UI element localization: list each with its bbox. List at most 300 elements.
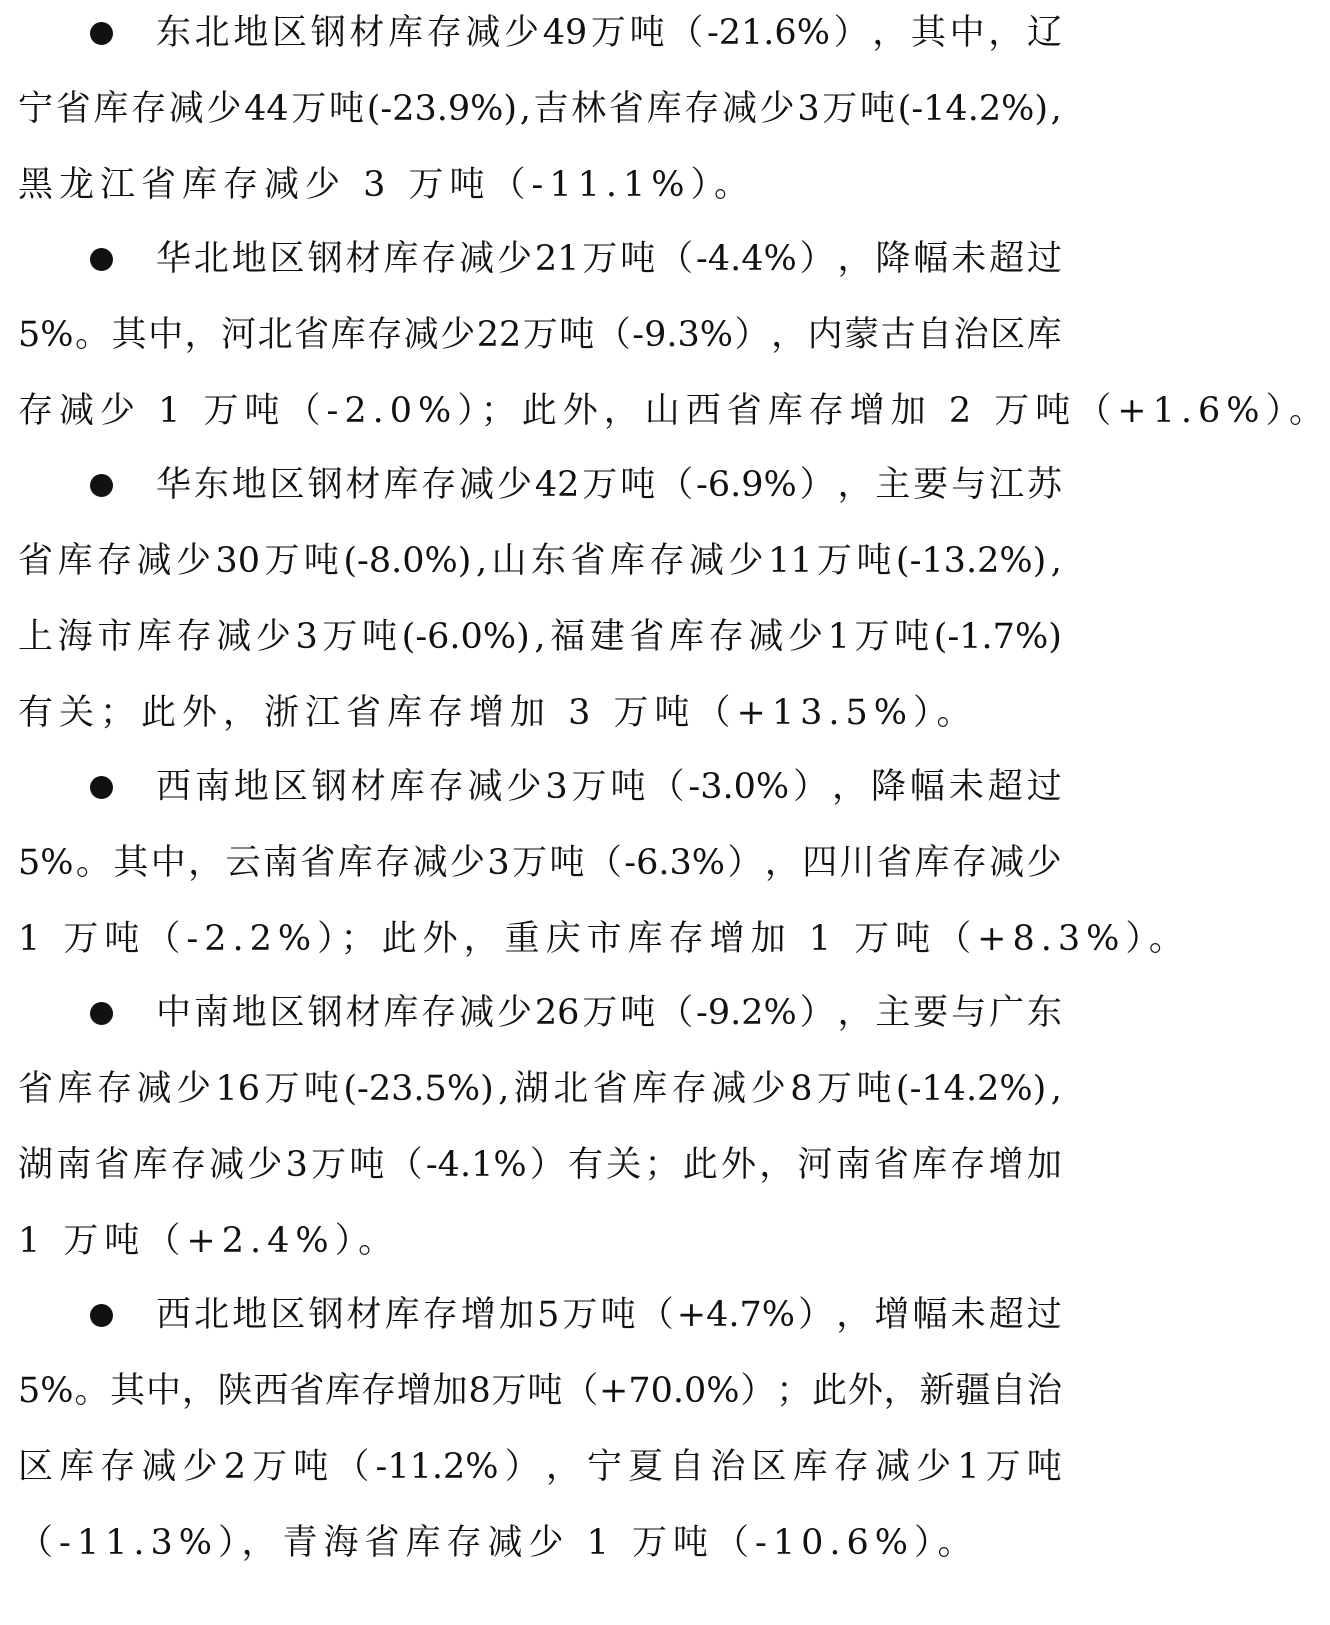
line-text-segment: 存 xyxy=(426,13,462,53)
line-text: 有关；此外，浙江省库存增加 3 万吨（+13.5%）。 xyxy=(18,693,978,733)
line-text-segment: 钢 xyxy=(311,767,347,807)
line-text-segment: 吨 xyxy=(527,1371,563,1411)
line-text-segment: , xyxy=(519,89,531,129)
line-text-segment: 河 xyxy=(221,315,257,355)
line-text-segment: 西 xyxy=(156,767,192,807)
line-text-segment: 库 xyxy=(914,843,950,883)
line-text-segment: （ xyxy=(658,239,694,279)
line-text-segment: 少 xyxy=(497,993,533,1033)
line-text-segment: 库 xyxy=(632,1069,668,1109)
line-text-segment: 1 xyxy=(957,1447,980,1487)
line-text-segment: 库 xyxy=(669,617,705,657)
line-text-segment: ） xyxy=(529,1145,565,1185)
line-text-segment: 江 xyxy=(989,465,1025,505)
line-text-segment: 减 xyxy=(168,89,204,129)
line-text-segment: ） xyxy=(740,1371,776,1411)
line-text-segment: （ xyxy=(586,843,622,883)
paragraph-line xyxy=(18,388,1330,434)
line-text-segment: 区 xyxy=(272,13,308,53)
line-text-segment: 吨 xyxy=(329,89,365,129)
line-text-segment: 中 xyxy=(148,315,184,355)
line-text-segment: 42 xyxy=(534,465,580,505)
paragraph-line xyxy=(18,1218,1062,1264)
line-text-segment: 万 xyxy=(562,1295,598,1335)
line-text-segment: 增 xyxy=(874,1295,910,1335)
line-text-segment: 自 xyxy=(669,1447,705,1487)
line-text-segment: 东 xyxy=(1026,993,1062,1033)
paragraph-line xyxy=(18,1368,1062,1414)
paragraph-line xyxy=(18,916,1190,962)
line-text-segment: 3 xyxy=(295,617,318,657)
line-text-segment: ， xyxy=(988,13,1024,53)
line-text-segment: 过 xyxy=(1026,767,1062,807)
line-text-segment: 南 xyxy=(193,993,229,1033)
line-text-segment: 东 xyxy=(531,541,567,581)
line-text-segment: 库 xyxy=(57,541,93,581)
paragraph-line xyxy=(156,990,1062,1036)
line-text-segment: 26 xyxy=(534,993,580,1033)
bullet-icon xyxy=(90,22,113,45)
line-text-segment: -9.2% xyxy=(696,993,797,1033)
line-text-segment: 少 xyxy=(497,465,533,505)
line-text-segment: 存 xyxy=(375,843,411,883)
line-text-segment: 少 xyxy=(182,1447,218,1487)
line-text-segment: 库 xyxy=(57,1069,93,1109)
line-text-segment: 宁 xyxy=(586,1447,622,1487)
line-text-segment: 中 xyxy=(156,993,192,1033)
line-text-segment: 自 xyxy=(917,315,953,355)
line-text-segment: 区 xyxy=(269,993,305,1033)
line-text-segment: 库 xyxy=(646,89,682,129)
line-text-segment: -9.3% xyxy=(632,315,734,355)
line-text-segment: 幅 xyxy=(909,767,945,807)
line-text-segment: 过 xyxy=(1026,1295,1062,1335)
line-text-segment: 增 xyxy=(396,1371,432,1411)
line-text-segment: +4.7% xyxy=(676,1295,796,1335)
line-text-segment: 少 xyxy=(506,767,542,807)
line-text-segment: 少 xyxy=(449,843,485,883)
line-text-segment: 减 xyxy=(403,315,439,355)
line-text-segment: 万 xyxy=(522,315,558,355)
line-text-segment: 西 xyxy=(156,1295,192,1335)
line-text-segment: 华 xyxy=(156,465,192,505)
line-text-segment: 。 xyxy=(75,843,111,883)
line-text-segment: 蒙 xyxy=(844,315,880,355)
line-text-segment: 中 xyxy=(150,843,186,883)
line-text-segment: 北 xyxy=(194,13,230,53)
line-text-segment: 夏 xyxy=(628,1447,664,1487)
line-text-segment: , xyxy=(498,1069,510,1109)
line-text-segment: 少 xyxy=(916,1447,952,1487)
line-text-segment: ） xyxy=(833,13,869,53)
line-text-segment: 3 xyxy=(545,767,568,807)
bullet-icon xyxy=(90,776,113,799)
line-text-segment: 少 xyxy=(759,89,795,129)
line-text-segment: （ xyxy=(563,1371,599,1411)
paragraph-line xyxy=(18,1142,1062,1188)
line-text-segment: 1 xyxy=(827,617,850,657)
line-text-segment: 万 xyxy=(491,1371,527,1411)
line-text-segment: 钢 xyxy=(308,1295,344,1335)
line-text-segment: 少 xyxy=(787,617,823,657)
line-text-segment: 万 xyxy=(512,843,548,883)
line-text-segment: 少 xyxy=(175,1069,211,1109)
line-text-segment: 22 xyxy=(476,315,522,355)
line-text-segment: 30 xyxy=(215,541,260,581)
line-text-segment: 有 xyxy=(568,1145,604,1185)
line-text-segment: 材 xyxy=(350,767,386,807)
paragraph-line xyxy=(18,1520,1062,1566)
line-text-segment: 减 xyxy=(412,843,448,883)
line-text-segment: 东 xyxy=(193,465,229,505)
line-text-segment: 存 xyxy=(100,1447,136,1487)
line-text-segment: 库 xyxy=(610,541,646,581)
line-text-segment: 库 xyxy=(59,1447,95,1487)
line-text-segment: 8 xyxy=(790,1069,813,1109)
line-text-segment: ） xyxy=(799,993,835,1033)
line-text-segment: 存 xyxy=(684,89,720,129)
line-text-segment: (-23.9%) xyxy=(366,89,518,129)
line-text-segment: 主 xyxy=(875,993,911,1033)
line-text-segment: 存 xyxy=(96,1069,132,1109)
line-text-segment: 万 xyxy=(985,1447,1021,1487)
line-text-segment: 自 xyxy=(991,1371,1027,1411)
line-text-segment: 44 xyxy=(244,89,289,129)
line-text-segment: 吨 xyxy=(894,617,930,657)
line-text-segment: 省 xyxy=(294,315,330,355)
line-text-segment: 万 xyxy=(816,1069,852,1109)
line-text-segment: 减 xyxy=(467,767,503,807)
line-text-segment: +70.0% xyxy=(599,1371,740,1411)
line-text-segment: 减 xyxy=(459,465,495,505)
line-text-segment: 与 xyxy=(951,465,987,505)
line-text-segment: ） xyxy=(798,1295,834,1335)
line-text-segment: 区 xyxy=(272,767,308,807)
line-text-segment: (-6.0%) xyxy=(401,617,530,657)
line-text-segment: 存 xyxy=(96,541,132,581)
line-text-segment: 存 xyxy=(421,465,457,505)
line-text-segment: 减 xyxy=(711,1069,747,1109)
line-text-segment: 万 xyxy=(582,239,618,279)
bullet-icon xyxy=(90,1002,113,1025)
line-text-segment: (-13.2%) xyxy=(895,541,1047,581)
paragraph-line xyxy=(18,1066,1062,1112)
line-text-segment: 库 xyxy=(132,1145,168,1185)
line-text-segment: 存 xyxy=(360,1371,396,1411)
line-text-segment: (-1.7%) xyxy=(933,617,1062,657)
line-text-segment: 库 xyxy=(93,89,129,129)
paragraph-line xyxy=(156,236,1062,282)
line-text-segment: 少 xyxy=(750,1069,786,1109)
line-text-segment: 过 xyxy=(1026,239,1062,279)
line-text-segment: ） xyxy=(799,465,835,505)
line-text-segment: 区 xyxy=(990,315,1026,355)
line-text-segment: 吨 xyxy=(629,13,665,53)
line-text-segment: 存 xyxy=(422,1295,458,1335)
line-text-segment: 其 xyxy=(111,315,147,355)
paragraph-line xyxy=(18,690,1062,736)
line-text: 1 万吨（+2.4%）。 xyxy=(18,1221,400,1261)
line-text-segment: 吨 xyxy=(620,993,656,1033)
line-text-segment: 存 xyxy=(833,1447,869,1487)
line-text-segment: 南 xyxy=(262,843,298,883)
line-text-segment: 治 xyxy=(710,1447,746,1487)
paragraph-line xyxy=(156,1292,1062,1338)
line-text-segment: 省 xyxy=(592,1069,628,1109)
line-text-segment: ， xyxy=(759,1145,795,1185)
line-text-segment: 库 xyxy=(330,315,366,355)
line-text-segment: 库 xyxy=(383,465,419,505)
line-text-segment: 5% xyxy=(18,1371,74,1411)
line-text-segment: ， xyxy=(832,767,868,807)
line-text-segment: 林 xyxy=(571,89,607,129)
line-text-segment: 材 xyxy=(345,239,381,279)
line-text-segment: 其 xyxy=(910,13,946,53)
line-text-segment: 省 xyxy=(629,617,665,657)
line-text-segment: 加 xyxy=(432,1371,468,1411)
line-text-segment: 吨 xyxy=(600,1295,636,1335)
paragraph-line xyxy=(18,614,1062,660)
paragraph-line xyxy=(18,1444,1062,1490)
line-text-segment: 其 xyxy=(113,843,149,883)
line-text-segment: 苏 xyxy=(1026,465,1062,505)
line-text-segment: 材 xyxy=(345,993,381,1033)
line-text-segment: 超 xyxy=(987,767,1023,807)
line-text-segment: 材 xyxy=(346,1295,382,1335)
line-text-segment: 万 xyxy=(816,541,852,581)
line-text-segment: 存 xyxy=(950,1145,986,1185)
line-text-segment: 存 xyxy=(951,843,987,883)
line-text-segment: 省 xyxy=(18,1069,54,1109)
line-text-segment: 区 xyxy=(751,1447,787,1487)
line-text-segment: 辽 xyxy=(1026,13,1062,53)
line-text-segment: , xyxy=(1050,89,1062,129)
line-text-segment: 库 xyxy=(383,993,419,1033)
line-text-segment: 未 xyxy=(951,239,987,279)
line-text-segment: ， xyxy=(837,993,873,1033)
line-text-segment: 减 xyxy=(748,617,784,657)
line-text-segment: 山 xyxy=(491,541,527,581)
line-text-segment: 区 xyxy=(270,1295,306,1335)
line-text-segment: 库 xyxy=(389,767,425,807)
line-text-segment: ） xyxy=(799,239,835,279)
line-text-segment: 万 xyxy=(291,89,327,129)
line-text-segment: 增 xyxy=(460,1295,496,1335)
line-text: 1 万吨（-2.2%）；此外，重庆市库存增加 1 万吨（+8.3%）。 xyxy=(18,919,1190,959)
line-text-segment: （ xyxy=(658,465,694,505)
line-text-segment: 万 xyxy=(571,767,607,807)
line-text-segment: 南 xyxy=(835,1145,871,1185)
line-text-segment: 钢 xyxy=(307,993,343,1033)
line-text-segment: ， xyxy=(837,465,873,505)
line-text-segment: -6.3% xyxy=(624,843,726,883)
line-text-segment: 中 xyxy=(146,1371,182,1411)
line-text-segment: 要 xyxy=(913,993,949,1033)
line-text-segment: 东 xyxy=(156,13,192,53)
line-text-segment: ） xyxy=(734,315,770,355)
line-text-segment: ） xyxy=(727,843,763,883)
line-text-segment: 8 xyxy=(468,1371,491,1411)
line-text-segment: 区 xyxy=(269,239,305,279)
line-text-segment: （ xyxy=(334,1447,370,1487)
line-text-segment: 河 xyxy=(797,1145,833,1185)
line-text-segment: 2 xyxy=(223,1447,246,1487)
line-text-segment: ， xyxy=(545,1447,581,1487)
bullet-icon xyxy=(90,1304,113,1327)
line-text-segment: 吨 xyxy=(293,1447,329,1487)
line-text-segment: 南 xyxy=(194,767,230,807)
line-text-segment: 万 xyxy=(582,993,618,1033)
paragraph-line xyxy=(18,162,1062,208)
line-text-segment: 主 xyxy=(875,465,911,505)
line-text-segment: 库 xyxy=(384,1295,420,1335)
line-text-segment: 与 xyxy=(951,993,987,1033)
line-text-segment: 省 xyxy=(94,1145,130,1185)
line-text-segment: 。 xyxy=(75,315,111,355)
line-text-segment: 钢 xyxy=(307,239,343,279)
line-text-segment: , xyxy=(475,541,488,581)
line-text-segment: 库 xyxy=(325,1371,361,1411)
line-text-segment: -21.6% xyxy=(706,13,830,53)
line-text-segment: 存 xyxy=(649,541,685,581)
line-text-segment: 建 xyxy=(589,617,625,657)
line-text-segment: ； xyxy=(644,1145,680,1185)
line-text-segment: 库 xyxy=(912,1145,948,1185)
line-text-segment: 地 xyxy=(233,767,269,807)
line-text-segment: （ xyxy=(387,1145,423,1185)
paragraph-line xyxy=(18,840,1062,886)
line-text-segment: 减 xyxy=(989,843,1025,883)
line-text-segment: 存 xyxy=(131,89,167,129)
line-text-segment: 减 xyxy=(459,993,495,1033)
line-text-segment: 地 xyxy=(233,13,269,53)
line-text-segment: 存 xyxy=(708,617,744,657)
line-text-segment: 减 xyxy=(141,1447,177,1487)
line-text-segment: 少 xyxy=(497,239,533,279)
line-text-segment: 减 xyxy=(216,617,252,657)
paragraph-line xyxy=(156,462,1062,508)
line-text-segment: 库 xyxy=(1026,315,1062,355)
line-text-segment: 此 xyxy=(812,1371,848,1411)
line-text-segment: ， xyxy=(188,843,224,883)
line-text-segment: 吨 xyxy=(620,239,656,279)
line-text-segment: 存 xyxy=(428,767,464,807)
line-text-segment: 钢 xyxy=(307,465,343,505)
line-text-segment: 存 xyxy=(170,1145,206,1185)
line-text-segment: 关 xyxy=(606,1145,642,1185)
line-text: 存减少 1 万吨（-2.0%）；此外，山西省库存增加 2 万吨（+1.6%）。 xyxy=(18,391,1330,431)
line-text-segment: 加 xyxy=(498,1295,534,1335)
line-text-segment: 少 xyxy=(175,541,211,581)
line-text-segment: 海 xyxy=(57,617,93,657)
line-text-segment: 3 xyxy=(487,843,510,883)
line-text-segment: 3 xyxy=(797,89,820,129)
line-text-segment: 治 xyxy=(953,315,989,355)
line-text-segment: 超 xyxy=(989,239,1025,279)
line-text-segment: 地 xyxy=(232,1295,268,1335)
line-text-segment: -4.4% xyxy=(696,239,797,279)
line-text-segment: 北 xyxy=(194,1295,230,1335)
line-text-segment: 少 xyxy=(504,13,540,53)
line-text-segment: 福 xyxy=(550,617,586,657)
bullet-icon xyxy=(90,474,113,497)
line-text-segment: ， xyxy=(836,1295,872,1335)
line-text-segment: 万 xyxy=(582,465,618,505)
line-text-segment: 超 xyxy=(988,1295,1024,1335)
line-text-segment: 49 xyxy=(542,13,588,53)
line-text-segment: 增 xyxy=(988,1145,1024,1185)
line-text-segment: 区 xyxy=(18,1447,54,1487)
line-text-segment: 吨 xyxy=(349,1145,385,1185)
paragraph-line xyxy=(156,10,1062,56)
line-text-segment: 吨 xyxy=(549,843,585,883)
line-text-segment: ； xyxy=(776,1371,812,1411)
line-text-segment: ， xyxy=(764,843,800,883)
line-text-segment: 减 xyxy=(688,541,724,581)
line-text: （-11.3%），青海省库存减少 1 万吨（-10.6%）。 xyxy=(18,1523,979,1563)
line-text-segment: 北 xyxy=(193,239,229,279)
line-text-segment: 疆 xyxy=(955,1371,991,1411)
line-text-segment: 减 xyxy=(465,13,501,53)
line-text-segment: 5 xyxy=(537,1295,560,1335)
line-text-segment: ） xyxy=(504,1447,540,1487)
line-text-segment: 吨 xyxy=(856,1069,892,1109)
line-text-segment: 存 xyxy=(367,315,403,355)
line-text-segment: ， xyxy=(771,315,807,355)
line-text-segment: 减 xyxy=(136,1069,172,1109)
line-text-segment: 少 xyxy=(206,89,242,129)
line-text-segment: 21 xyxy=(534,239,580,279)
line-text-segment: 16 xyxy=(215,1069,260,1109)
line-text-segment: 吨 xyxy=(362,617,398,657)
line-text-segment: 南 xyxy=(56,1145,92,1185)
line-text-segment: 库 xyxy=(136,617,172,657)
line-text-segment: 吨 xyxy=(303,541,339,581)
line-text-segment: 川 xyxy=(839,843,875,883)
line-text-segment: （ xyxy=(668,13,704,53)
line-text-segment: 中 xyxy=(949,13,985,53)
line-text-segment: 外 xyxy=(847,1371,883,1411)
line-text-segment: ， xyxy=(872,13,908,53)
line-text-segment: 少 xyxy=(728,541,764,581)
line-text-segment: 材 xyxy=(349,13,385,53)
line-text-segment: 吨 xyxy=(856,541,892,581)
line-text-segment: 少 xyxy=(255,617,291,657)
line-text-segment: 上 xyxy=(18,617,54,657)
line-text-segment: 万 xyxy=(590,13,626,53)
line-text-segment: 材 xyxy=(345,465,381,505)
line-text-segment: -4.1% xyxy=(425,1145,527,1185)
line-text-segment: (-8.0%) xyxy=(343,541,472,581)
line-text-segment: 加 xyxy=(1026,1145,1062,1185)
line-text-segment: 减 xyxy=(459,239,495,279)
line-text-segment: 库 xyxy=(383,239,419,279)
line-text-segment: 减 xyxy=(721,89,757,129)
line-text-segment: ， xyxy=(184,315,220,355)
line-text-segment: 吨 xyxy=(559,315,595,355)
line-text-segment: 省 xyxy=(289,1371,325,1411)
paragraph-line xyxy=(18,312,1062,358)
line-text-segment: 存 xyxy=(176,617,212,657)
line-text-segment: 治 xyxy=(1026,1371,1062,1411)
paragraph-line xyxy=(18,538,1062,584)
line-text-segment: 幅 xyxy=(913,239,949,279)
line-text-segment: 省 xyxy=(608,89,644,129)
line-text-segment: 减 xyxy=(136,541,172,581)
line-text-segment: 3 xyxy=(285,1145,308,1185)
line-text-segment: , xyxy=(1050,541,1062,581)
line-text-segment: 少 xyxy=(1026,843,1062,883)
